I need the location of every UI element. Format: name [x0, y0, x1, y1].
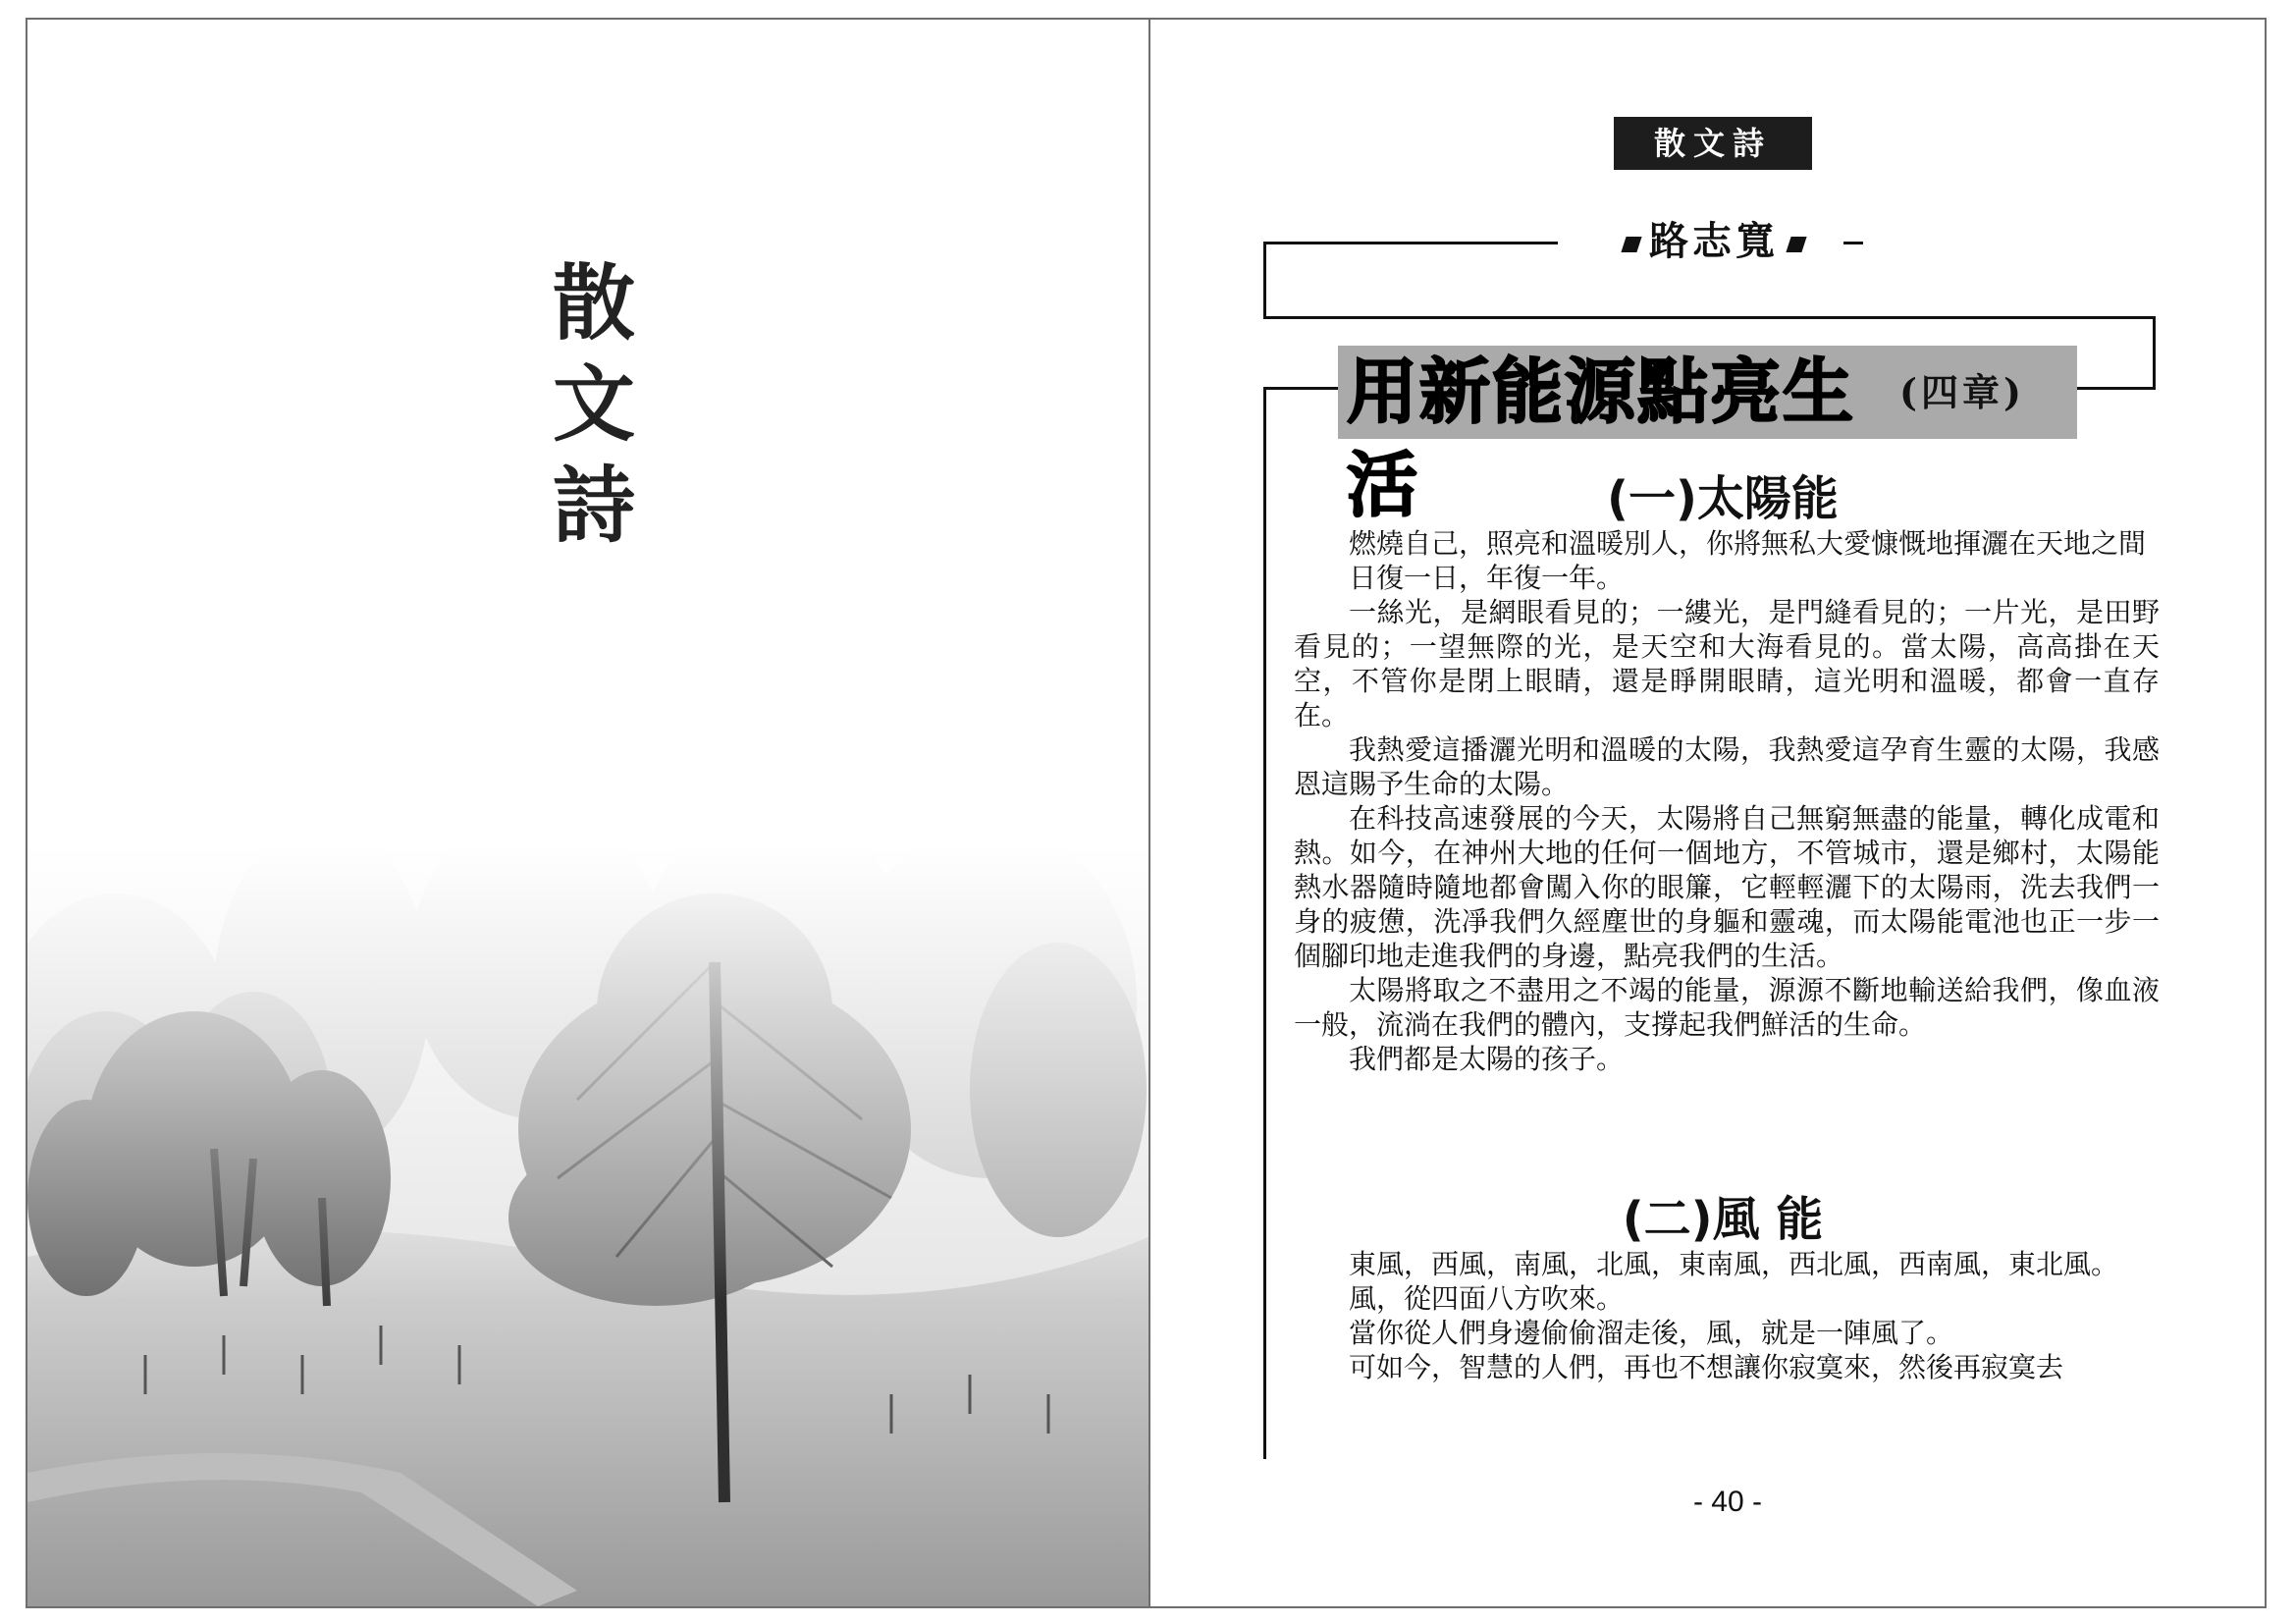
vertical-title-char: 散: [552, 255, 635, 352]
paragraph: 燃燒自己，照亮和溫暖別人，你將無私大愛慷慨地揮灑在天地之間: [1349, 527, 2147, 560]
poem-title-suffix: (四章): [1899, 370, 2025, 414]
chapter-heading: (二)風 能: [1622, 1192, 1824, 1247]
page-gutter-divider: [1148, 18, 1150, 1608]
vertical-title-char: 文: [552, 356, 635, 453]
frame-right-stub: [2077, 387, 2156, 390]
misty-pine-forest-photo: [27, 844, 1148, 1606]
chapter-body: [1294, 526, 2160, 1076]
paragraph: 東風，西風，南風，北風，東南風，西北風，西南風，東北風。: [1349, 1248, 2119, 1280]
chapter-heading: (一)太陽能: [1607, 471, 1839, 526]
frame-mid-horizontal-line: [1263, 316, 2155, 319]
square-bullet-icon: [1786, 237, 1806, 252]
paragraph: 當你從人們身邊偷偷溜走後，風，就是一陣風了。: [1349, 1317, 1954, 1349]
paragraph: 在科技高速發展的今天，太陽將自己無窮無盡的能量，轉化成電和熱。如今，在神州大地的任何一個地方，不管城市，還是鄉村，太陽能熱水器隨時隨地都會闖入你的眼簾，它輕輕灑下的太陽雨，洗去我們一身的疲憊，洗凈我們久經塵世的身軀和靈魂，而太陽能電池也正一步一個腳印地走進我們的身邊，點亮我們的生活。: [1294, 802, 2160, 972]
paragraph: 日復一日，年復一年。: [1349, 562, 1625, 594]
frame-right-vertical: [2153, 316, 2156, 389]
frame-top-right-line: [1843, 242, 1863, 244]
frame-left-stub: [1263, 387, 1338, 390]
paragraph: 太陽將取之不盡用之不竭的能量，源源不斷地輸送給我們，像血液一般，流淌在我們的體內，支撐起我們鮮活的生命。: [1294, 974, 2160, 1041]
paragraph: 我熱愛這播灑光明和溫暖的太陽，我熱愛這孕育生靈的太陽，我感恩這賜予生命的太陽。: [1294, 733, 2160, 800]
poem-title: 用新能源點亮生活: [1347, 351, 1856, 526]
frame-left-vertical-lower: [1263, 387, 1266, 1459]
paragraph: 一絲光，是網眼看見的；一縷光，是門縫看見的；一片光，是田野看見的；一望無際的光，是天空和大海看見的。當太陽，高高掛在天空，不管你是閉上眼睛，還是睜開眼睛，這光明和溫暖，都會一直存在。: [1294, 596, 2160, 731]
frame-top-left-line: [1263, 242, 1558, 244]
square-bullet-icon: [1621, 237, 1641, 252]
section-tag: 散文詩: [1614, 117, 1812, 170]
author-name-text: 路志寬: [1649, 218, 1779, 264]
chapter-body: [1294, 1247, 2160, 1384]
vertical-title-char: 詩: [552, 458, 635, 554]
author-name: [1600, 214, 1828, 269]
paragraph: 風，從四面八方吹來。: [1349, 1282, 1625, 1315]
frame-left-vertical-upper: [1263, 242, 1266, 318]
vertical-section-title: [530, 253, 658, 557]
paragraph: 可如今，智慧的人們，再也不想讓你寂寞來，然後再寂寞去: [1349, 1351, 2064, 1383]
paragraph: 我們都是太陽的孩子。: [1349, 1043, 1625, 1075]
page-number: - 40 -: [1692, 1486, 1763, 1518]
